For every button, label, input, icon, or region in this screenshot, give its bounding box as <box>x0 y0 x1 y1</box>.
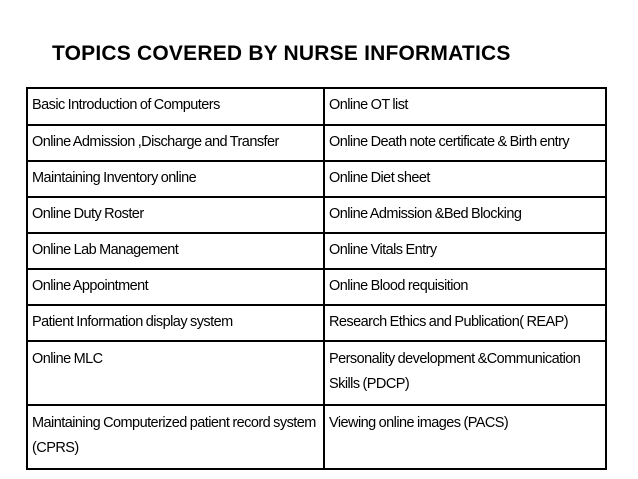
table-row <box>27 197 606 233</box>
cell-text: Online Death note certificate & Birth entry <box>329 134 570 150</box>
cell-text: Online Lab Management <box>32 242 179 258</box>
table-cell <box>27 269 324 305</box>
cell-text: Online Appointment <box>32 278 149 294</box>
cell-text: Personality development &Communication Skills (PDCP) <box>329 351 581 392</box>
table-cell <box>324 161 606 197</box>
table-cell <box>27 88 324 125</box>
table-cell <box>324 269 606 305</box>
table-cell <box>324 125 606 161</box>
table-row <box>27 305 606 341</box>
table-cell <box>324 197 606 233</box>
table-row <box>27 161 606 197</box>
cell-text: Maintaining Computerized patient record system (CPRS) <box>32 415 316 456</box>
cell-text: Online Blood requisition <box>329 278 468 294</box>
topics-table <box>26 87 607 470</box>
table-cell <box>27 161 324 197</box>
cell-text: Online Duty Roster <box>32 206 144 222</box>
cell-text: Maintaining Inventory online <box>32 170 197 186</box>
table-cell <box>27 405 324 469</box>
table-row <box>27 405 606 469</box>
slide-title: TOPICS COVERED BY NURSE INFORMATICS <box>52 42 511 65</box>
table-cell <box>27 305 324 341</box>
cell-text: Patient Information display system <box>32 314 233 330</box>
cell-text: Online MLC <box>32 351 103 367</box>
table-row <box>27 269 606 305</box>
cell-text: Viewing online images (PACS) <box>329 415 509 431</box>
table-cell <box>324 405 606 469</box>
table-row <box>27 341 606 405</box>
table-row <box>27 125 606 161</box>
table-cell <box>27 125 324 161</box>
table-cell <box>324 305 606 341</box>
cell-text: Online Admission &Bed Blocking <box>329 206 522 222</box>
cell-text: Online Admission ,Discharge and Transfer <box>32 134 279 150</box>
table-cell <box>324 233 606 269</box>
cell-text: Online Diet sheet <box>329 170 430 186</box>
table-cell <box>27 233 324 269</box>
cell-text: Basic Introduction of Computers <box>32 97 220 113</box>
table-row <box>27 88 606 125</box>
table-cell <box>27 341 324 405</box>
table-row <box>27 233 606 269</box>
table-cell <box>324 88 606 125</box>
table-cell <box>27 197 324 233</box>
cell-text: Research Ethics and Publication( REAP) <box>329 314 569 330</box>
cell-text: Online Vitals Entry <box>329 242 437 258</box>
table-cell <box>324 341 606 405</box>
cell-text: Online OT list <box>329 97 408 113</box>
